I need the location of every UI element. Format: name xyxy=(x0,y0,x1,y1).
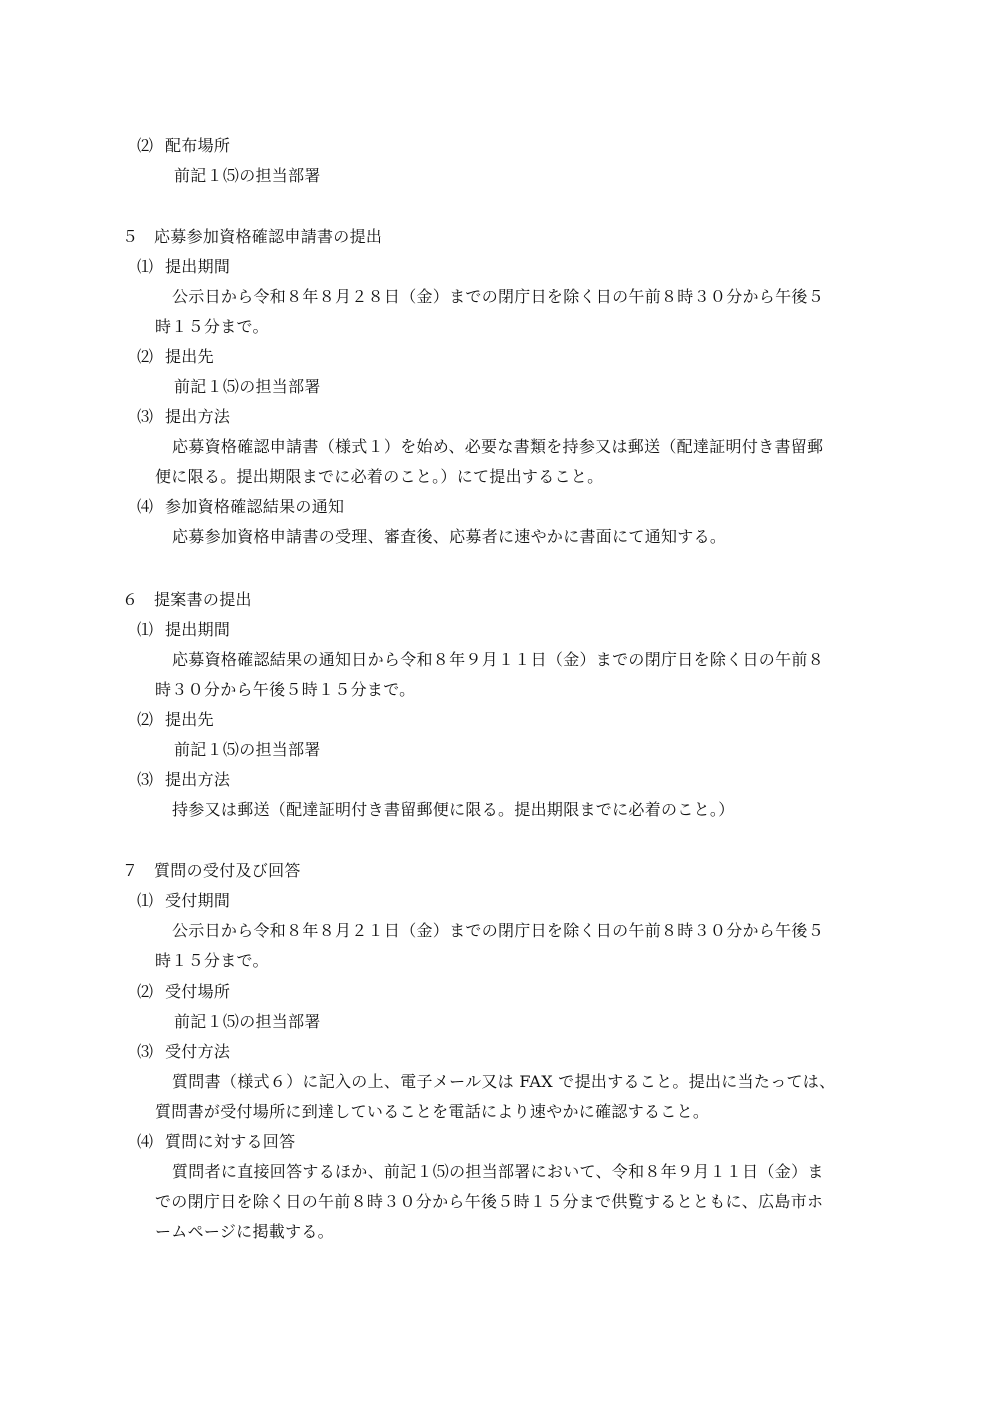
section-number: ６ xyxy=(122,590,139,609)
section-6-heading xyxy=(122,590,252,610)
item-label: 参加資格確認結果の通知 xyxy=(165,497,345,516)
section-number: ５ xyxy=(122,227,139,246)
item-label: 受付方法 xyxy=(165,1042,231,1061)
item-label: 提出先 xyxy=(165,347,214,366)
item-number: ⑴ xyxy=(137,891,154,910)
section-5-heading xyxy=(122,227,382,247)
sec5-item1-text-1: 公示日から令和８年８月２８日（金）までの閉庁日を除く日の午前８時３０分から午後５ xyxy=(172,287,825,306)
sec6-item2-text: 前記１⑸の担当部署 xyxy=(174,740,321,759)
sec6-item3-text: 持参又は郵送（配達証明付き書留郵便に限る。提出期限までに必着のこと。） xyxy=(172,800,735,819)
sec7-item2-heading xyxy=(137,982,230,1002)
sec6-item1-text-1: 応募資格確認結果の通知日から令和８年９月１１日（金）までの閉庁日を除く日の午前８ xyxy=(172,650,825,669)
item-label: 受付期間 xyxy=(165,891,231,910)
section-7-heading xyxy=(122,861,301,881)
sec6-item1-text-2: 時３０分から午後５時１５分まで。 xyxy=(155,680,416,699)
item-number: ⑴ xyxy=(137,257,154,276)
item-number: ⑵ xyxy=(137,136,154,155)
sec7-item4-text-3: ームページに掲載する。 xyxy=(155,1222,334,1241)
section-number: ７ xyxy=(122,861,139,880)
sec6-item2-heading xyxy=(137,710,214,730)
item-label: 提出期間 xyxy=(165,257,231,276)
item-number: ⑵ xyxy=(137,347,154,366)
sec7-item1-heading xyxy=(137,891,230,911)
sec5-item3-text-1: 応募資格確認申請書（様式１）を始め、必要な書類を持参又は郵送（配達証明付き書留郵 xyxy=(172,437,824,456)
sec4-item2-heading xyxy=(137,136,230,156)
item-label: 受付場所 xyxy=(165,982,231,1001)
item-number: ⑷ xyxy=(137,497,154,516)
item-number: ⑴ xyxy=(137,620,154,639)
sec7-item4-heading xyxy=(137,1132,295,1152)
sec5-item1-heading xyxy=(137,257,230,277)
sec5-item4-text: 応募参加資格申請書の受理、審査後、応募者に速やかに書面にて通知する。 xyxy=(172,527,727,546)
item-number: ⑵ xyxy=(137,710,154,729)
sec7-item3-text-1: 質問書（様式６）に記入の上、電子メール又は FAX で提出すること。提出に当たっては、 xyxy=(172,1072,836,1091)
sec5-item3-heading xyxy=(137,407,230,427)
sec7-item1-text-2: 時１５分まで。 xyxy=(155,951,269,970)
sec5-item2-heading xyxy=(137,347,214,367)
item-number: ⑵ xyxy=(137,982,154,1001)
section-title: 応募参加資格確認申請書の提出 xyxy=(154,227,383,246)
sec7-item2-text: 前記１⑸の担当部署 xyxy=(174,1012,321,1031)
sec7-item3-heading xyxy=(137,1042,230,1062)
section-title: 質問の受付及び回答 xyxy=(154,861,301,880)
section-title: 提案書の提出 xyxy=(154,590,252,609)
item-label: 提出期間 xyxy=(165,620,231,639)
sec6-item1-heading xyxy=(137,620,230,640)
sec5-item1-text-2: 時１５分まで。 xyxy=(155,317,269,336)
sec5-item2-text: 前記１⑸の担当部署 xyxy=(174,377,321,396)
item-label: 配布場所 xyxy=(165,136,231,155)
item-number: ⑶ xyxy=(137,407,154,426)
item-label: 質問に対する回答 xyxy=(165,1132,296,1151)
sec4-item2-text: 前記１⑸の担当部署 xyxy=(174,166,321,185)
sec7-item3-text-2: 質問書が受付場所に到達していることを電話により速やかに確認すること。 xyxy=(155,1102,710,1121)
item-number: ⑶ xyxy=(137,1042,154,1061)
sec6-item3-heading xyxy=(137,770,230,790)
item-label: 提出先 xyxy=(165,710,214,729)
item-number: ⑶ xyxy=(137,770,154,789)
sec7-item4-text-1: 質問者に直接回答するほか、前記１⑸の担当部署において、令和８年９月１１日（金）ま xyxy=(172,1162,824,1181)
sec7-item1-text-1: 公示日から令和８年８月２１日（金）までの閉庁日を除く日の午前８時３０分から午後５ xyxy=(172,921,825,940)
sec5-item4-heading xyxy=(137,497,344,517)
item-label: 提出方法 xyxy=(165,407,231,426)
sec5-item3-text-2: 便に限る。提出期限までに必着のこと。）にて提出すること。 xyxy=(155,467,604,486)
item-label: 提出方法 xyxy=(165,770,231,789)
sec7-item4-text-2: での閉庁日を除く日の午前８時３０分から午後５時１５分まで供覧するとともに、広島市ホ xyxy=(155,1192,824,1211)
item-number: ⑷ xyxy=(137,1132,154,1151)
